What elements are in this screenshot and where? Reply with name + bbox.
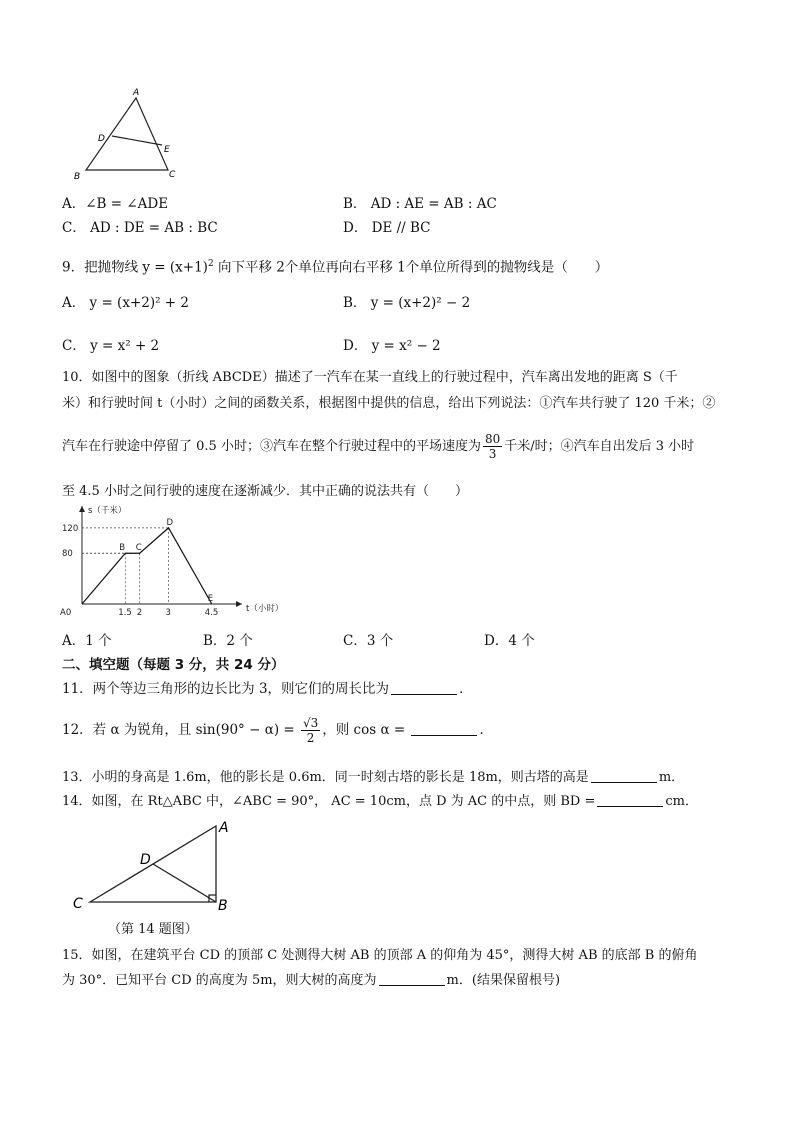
chart-point-label: B (119, 543, 126, 554)
q12-mid: ，则 cos α = (322, 722, 410, 738)
chart-series-line (82, 528, 212, 604)
q9-option-a: A． y = (x+2)² + 2 (62, 295, 190, 311)
q13 (62, 768, 684, 788)
chart-x-label: t（小时） (246, 604, 284, 614)
q10-line-1: 10．如图中的图象（折线 ABCDE）描述了一汽车在某一直线上的行驶过程中，汽车离出发地的距离 S（千 (62, 370, 678, 385)
q12-answer-blank[interactable] (411, 721, 477, 736)
q10-line-3-pre: 汽车在行驶途中停留了 0.5 小时；③汽车在整个行驶过程中的平场速度为 (62, 439, 481, 454)
q12-fraction (301, 716, 320, 745)
q14-label-b: B (218, 898, 228, 914)
q8-label-d: D (98, 134, 105, 144)
q10-fraction-num: 80 (484, 432, 501, 446)
q15-line-2 (62, 971, 560, 991)
q13-answer-blank[interactable] (591, 768, 657, 783)
q14-segment-bd (153, 864, 216, 902)
q15-line-2-text: 为 30°．已知平台 CD 的高度为 5m，则大树的高度为 (62, 973, 377, 988)
q9-stem-pre: 9．把抛物线 y = (x+1) (62, 259, 208, 276)
q12-text: 12．若 α 为锐角，且 sin(90° − α) = (62, 722, 299, 738)
q10-distance-time-chart (60, 500, 284, 622)
q14-label-a: A (219, 820, 229, 836)
section-2-heading: 二、填空题（每题 3 分，共 24 分） (62, 657, 285, 673)
q10-option-d: D．4 个 (484, 633, 535, 649)
chart-x-tick-label: 2 (136, 608, 143, 618)
q11 (62, 679, 473, 699)
q9-option-d: D． y = x² − 2 (343, 338, 441, 354)
q8-label-e: E (164, 145, 170, 155)
q10-line-4: 至 4.5 小时之间行驶的速度在逐渐减少．其中正确的说法共有（ ） (62, 484, 468, 499)
q15-line-1: 15．如图，在建筑平台 CD 的顶部 C 处测得大树 AB 的顶部 A 的仰角为 45°，测得大树 AB 的底部 B 的俯角 (62, 948, 698, 963)
q12-end: ． (479, 722, 493, 738)
q8-option-d: D． DE // BC (343, 220, 431, 236)
q8-triangle-figure (70, 86, 190, 182)
q12 (62, 716, 493, 745)
chart-y-label: s（千米） (88, 506, 127, 516)
q11-text: 11．两个等边三角形的边长比为 3，则它们的周长比为 (62, 681, 390, 697)
q10-line-2: 米）和行驶时间 t（小时）之间的函数关系，根据图中提供的信息，给出下列说法：①汽车共行驶了 120 千米；② (62, 396, 716, 411)
q10-option-a: A．1 个 (62, 633, 112, 649)
q10-line-3-post: 千米/时；④汽车自出发后 3 小时 (504, 439, 695, 454)
chart-point-label: C (135, 543, 142, 554)
q8-label-c: C (169, 170, 176, 180)
q10-option-b: B．2 个 (203, 633, 253, 649)
q12-fraction-den: 2 (306, 731, 315, 745)
q14-text: 14．如图，在 Rt△ABC 中，∠ABC = 90°， AC = 10cm，点 D 为 AC 的中点，则 BD = (62, 794, 596, 809)
chart-point-label: D (166, 517, 174, 528)
q14-figure-caption: （第 14 题图） (108, 922, 198, 937)
q14 (62, 792, 698, 812)
q9-stem (62, 254, 608, 278)
chart-point-label: E (207, 594, 214, 604)
q8-label-a: A (133, 88, 140, 98)
chart-y-tick-label: 120 (62, 523, 79, 534)
q8-option-b: B． AD : AE = AB : AC (343, 196, 497, 212)
q14-answer-blank[interactable] (597, 792, 663, 807)
chart-x-arrow (236, 601, 242, 607)
chart-point-label: A0 (60, 608, 72, 618)
q11-answer-blank[interactable] (391, 680, 457, 695)
q10-line-3 (62, 432, 694, 461)
q9-stem-post: 向下平移 2个单位再向右平移 1个单位所得到的抛物线是（ ） (213, 259, 609, 276)
chart-y-arrow (79, 506, 85, 512)
chart-y-tick-label: 80 (62, 549, 73, 560)
q10-option-c: C．3 个 (343, 633, 394, 649)
q11-end: ． (459, 681, 473, 697)
q8-label-b: B (74, 172, 81, 182)
chart-x-tick-label: 3 (165, 608, 171, 618)
q9-option-b: B． y = (x+2)² − 2 (343, 295, 471, 311)
q13-text: 13．小明的身高是 1.6m，他的影长是 0.6m．同一时刻古塔的影长是 18m，则古塔的高是 (62, 770, 589, 785)
q14-triangle-figure (68, 816, 238, 916)
q10-fraction-den: 3 (488, 447, 497, 461)
q14-end: cm． (665, 794, 698, 809)
q9-stem-sup: 2 (207, 259, 214, 269)
q8-option-c: C． AD : DE = AB : BC (62, 220, 218, 236)
q14-label-c: C (73, 896, 83, 912)
chart-x-tick-label: 1.5 (118, 608, 132, 618)
q15-answer-blank[interactable] (379, 971, 445, 986)
chart-x-tick-label: 4.5 (204, 608, 219, 618)
q12-fraction-num: √3 (302, 716, 319, 730)
q15-line-2-end: m．(结果保留根号) (446, 973, 561, 988)
q14-label-d: D (140, 852, 151, 868)
q10-fraction (483, 432, 502, 461)
q13-end: m． (658, 770, 685, 785)
q9-option-c: C． y = x² + 2 (62, 338, 160, 354)
q8-option-a: A．∠B = ∠ADE (62, 196, 169, 212)
